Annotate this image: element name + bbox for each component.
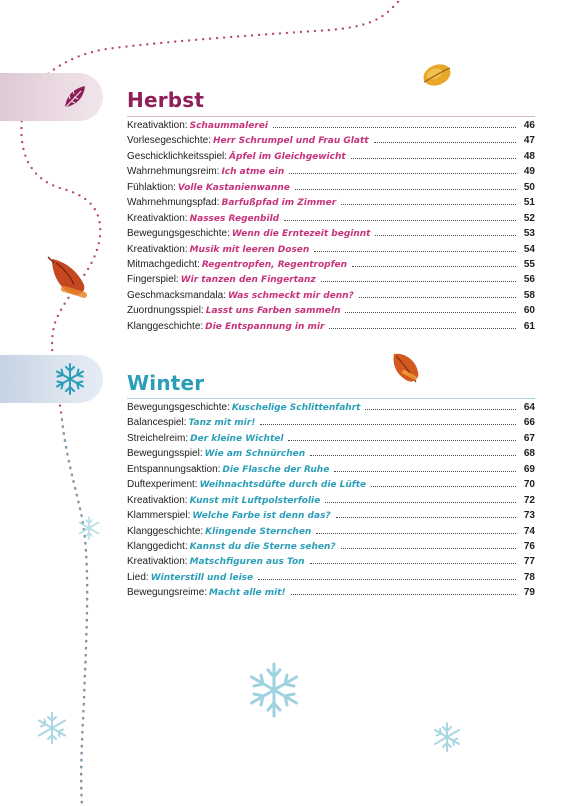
toc-entry-page: 79 <box>523 587 535 599</box>
toc-entry-category: Streichelreim: <box>127 432 189 444</box>
toc-leader-dots <box>352 266 516 267</box>
toc-entry-page: 55 <box>523 258 535 270</box>
toc-leader-dots <box>336 517 516 518</box>
toc-list-herbst <box>127 118 535 334</box>
toc-entry-title: Der kleine Wichtel <box>190 433 284 444</box>
toc-entry <box>127 288 535 303</box>
toc-leader-dots <box>325 502 516 503</box>
toc-entry <box>127 319 535 334</box>
toc-entry-category: Kreativaktion: <box>127 120 188 131</box>
snowflake-decoration-right <box>430 720 464 754</box>
toc-entry-page: 64 <box>523 402 535 413</box>
toc-entry-category: Geschicklichkeitsspiel: <box>127 150 228 162</box>
toc-leader-dots <box>295 189 516 190</box>
toc-entry <box>127 303 535 318</box>
toc-entry-category: Entspannungsaktion: <box>127 463 221 475</box>
toc-entry-title: Was schmeckt mir denn? <box>227 290 354 301</box>
toc-entry <box>127 477 535 492</box>
toc-entry-title: Volle Kastanienwanne <box>177 182 290 193</box>
toc-entry-category: Vorlesegeschichte: <box>127 135 211 147</box>
toc-entry-category: Zuordnungsspiel: <box>127 305 204 317</box>
toc-entry-category: Balancespiel: <box>127 417 187 429</box>
toc-entry <box>127 118 535 133</box>
orange-leaf-icon <box>388 348 424 388</box>
section-divider-herbst <box>127 116 535 117</box>
toc-entry <box>127 242 535 257</box>
toc-leader-dots <box>359 297 516 298</box>
toc-entry-page: 56 <box>523 274 535 286</box>
toc-leader-dots <box>260 424 516 425</box>
toc-entry-category: Fingerspiel: <box>127 274 179 286</box>
toc-entry-category: Mitmachgedicht: <box>127 258 200 270</box>
toc-entry-title: Herr Schrumpel und Frau Glatt <box>212 136 369 147</box>
toc-entry-category: Bewegungsreime: <box>127 587 208 599</box>
toc-entry-title: Macht alle mit! <box>209 588 286 599</box>
winter-section-tab <box>0 355 103 403</box>
toc-entry-page: 47 <box>523 135 535 147</box>
toc-entry-title: Wie am Schnürchen <box>204 449 306 460</box>
snowflake-icon <box>53 362 87 396</box>
red-leaf-icon <box>44 255 90 301</box>
toc-leader-dots <box>341 548 516 549</box>
toc-entry-page: 61 <box>523 320 535 332</box>
toc-entry <box>127 257 535 272</box>
toc-entry <box>127 524 535 539</box>
snowflake-decoration-large <box>244 660 304 720</box>
toc-leader-dots <box>351 158 516 159</box>
toc-entry <box>127 272 535 287</box>
toc-entry-page: 46 <box>523 120 535 131</box>
toc-entry-title: Die Entspannung in mir <box>205 321 325 332</box>
toc-leader-dots <box>334 471 516 472</box>
toc-entry-page: 52 <box>523 212 535 224</box>
leaf-icon <box>60 82 90 112</box>
toc-entry-page: 53 <box>523 228 535 240</box>
toc-leader-dots <box>273 127 516 128</box>
toc-entry-title: Äpfel im Gleichgewicht <box>229 151 346 162</box>
toc-entry <box>127 400 535 415</box>
toc-leader-dots <box>341 204 516 205</box>
yellow-leaf-icon <box>420 60 454 90</box>
toc-list-winter <box>127 400 535 601</box>
toc-entry <box>127 195 535 210</box>
toc-entry <box>127 180 535 195</box>
toc-leader-dots <box>288 440 516 441</box>
toc-entry <box>127 508 535 523</box>
toc-entry-category: Wahrnehmungsreim: <box>127 166 220 178</box>
toc-entry-page: 69 <box>523 463 535 475</box>
toc-entry-page: 60 <box>523 305 535 317</box>
toc-entry-title: Tanz mit mir! <box>188 418 256 429</box>
toc-entry-page: 73 <box>523 510 535 522</box>
toc-entry-category: Wahrnehmungspfad: <box>127 197 220 209</box>
toc-entry-title: Welche Farbe ist denn das? <box>192 511 331 522</box>
toc-entry-title: Barfußpfad im Zimmer <box>221 198 337 209</box>
toc-leader-dots <box>310 455 516 456</box>
toc-entry-title: Wenn die Erntezeit beginnt <box>231 229 371 240</box>
toc-leader-dots <box>258 579 516 580</box>
toc-entry <box>127 585 535 600</box>
toc-leader-dots <box>284 220 516 221</box>
toc-leader-dots <box>375 235 516 236</box>
toc-entry-title: Schaummalerei <box>189 121 268 131</box>
toc-entry-page: 48 <box>523 150 535 162</box>
toc-entry <box>127 149 535 164</box>
toc-entry-title: Regentropfen, Regentropfen <box>201 259 348 270</box>
toc-entry-title: Lasst uns Farben sammeln <box>205 306 341 317</box>
toc-entry-title: Matschfiguren aus Ton <box>189 557 305 568</box>
toc-leader-dots <box>345 312 516 313</box>
toc-leader-dots <box>365 409 516 410</box>
toc-entry <box>127 446 535 461</box>
toc-entry-category: Bewegungsspiel: <box>127 448 203 460</box>
toc-entry-category: Bewegungsgeschichte: <box>127 228 230 240</box>
toc-entry-title: Die Flasche der Ruhe <box>222 464 330 475</box>
toc-entry-page: 50 <box>523 181 535 193</box>
toc-entry-title: Kannst du die Sterne sehen? <box>189 541 336 552</box>
section-divider-winter <box>127 398 535 399</box>
toc-entry-category: Kreativaktion: <box>127 212 188 224</box>
toc-entry-title: Klingende Sternchen <box>205 526 312 537</box>
toc-entry <box>127 570 535 585</box>
toc-leader-dots <box>310 563 516 564</box>
toc-entry <box>127 226 535 241</box>
snowflake-decoration-left <box>34 710 70 746</box>
toc-entry <box>127 415 535 430</box>
toc-entry-page: 58 <box>523 289 535 301</box>
toc-entry-category: Kreativaktion: <box>127 243 188 255</box>
toc-entry <box>127 539 535 554</box>
toc-leader-dots <box>321 281 516 282</box>
toc-entry <box>127 493 535 508</box>
toc-entry-page: 67 <box>523 432 535 444</box>
toc-entry <box>127 462 535 477</box>
section-title-winter: Winter <box>127 371 205 395</box>
toc-entry-category: Kreativaktion: <box>127 494 188 506</box>
toc-entry-category: Klanggeschichte: <box>127 525 204 537</box>
toc-entry-title: Musik mit leeren Dosen <box>189 244 310 255</box>
toc-entry-category: Geschmacksmandala: <box>127 289 226 301</box>
toc-entry-page: 77 <box>523 556 535 568</box>
toc-leader-dots <box>371 486 516 487</box>
toc-leader-dots <box>289 173 516 174</box>
toc-entry-category: Kreativaktion: <box>127 556 188 568</box>
toc-entry-page: 54 <box>523 243 535 255</box>
toc-entry-title: Kunst mit Luftpolsterfolie <box>189 495 321 506</box>
toc-entry-category: Klammerspiel: <box>127 510 191 522</box>
toc-leader-dots <box>316 533 516 534</box>
toc-entry-category: Bewegungsgeschichte: <box>127 402 230 413</box>
toc-entry <box>127 133 535 148</box>
toc-entry-category: Klanggedicht: <box>127 540 188 552</box>
toc-leader-dots <box>314 251 516 252</box>
toc-entry-page: 70 <box>523 479 535 491</box>
toc-entry-title: Weihnachtsdüfte durch die Lüfte <box>199 480 367 491</box>
toc-entry-title: Nasses Regenbild <box>189 213 280 224</box>
toc-entry-category: Klanggeschichte: <box>127 320 204 332</box>
section-title-herbst: Herbst <box>127 88 205 112</box>
toc-entry <box>127 211 535 226</box>
toc-entry-page: 68 <box>523 448 535 460</box>
toc-entry-title: Winterstill und leise <box>150 572 254 583</box>
toc-entry-title: Ich atme ein <box>221 167 285 178</box>
toc-entry-category: Duftexperiment: <box>127 479 198 491</box>
toc-entry <box>127 554 535 569</box>
toc-entry <box>127 164 535 179</box>
toc-entry <box>127 431 535 446</box>
toc-leader-dots <box>329 328 516 329</box>
toc-entry-page: 76 <box>523 540 535 552</box>
toc-entry-page: 78 <box>523 571 535 583</box>
snowflake-decoration-small <box>76 515 102 541</box>
toc-entry-category: Fühlaktion: <box>127 181 176 193</box>
toc-entry-category: Lied: <box>127 571 149 583</box>
toc-entry-page: 49 <box>523 166 535 178</box>
toc-entry-title: Wir tanzen den Fingertanz <box>180 275 316 286</box>
toc-entry-page: 66 <box>523 417 535 429</box>
toc-entry-title: Kuschelige Schlittenfahrt <box>231 403 361 413</box>
toc-entry-page: 72 <box>523 494 535 506</box>
toc-entry-page: 51 <box>523 197 535 209</box>
toc-leader-dots <box>291 594 516 595</box>
toc-entry-page: 74 <box>523 525 535 537</box>
toc-leader-dots <box>374 142 516 143</box>
